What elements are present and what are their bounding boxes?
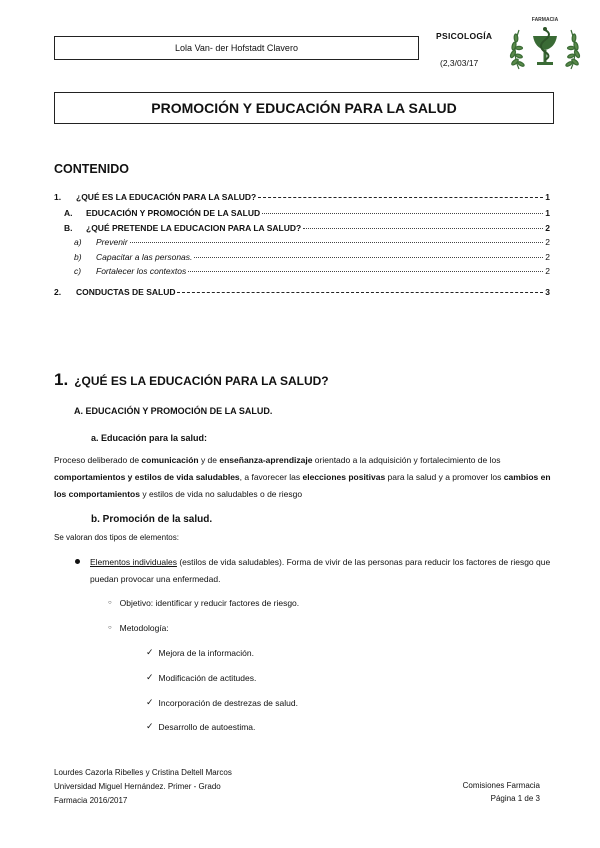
toc-entry-number: 2.	[54, 287, 62, 297]
toc-entry-label: ¿QUÉ PRETENDE LA EDUCACION PARA LA SALUD?	[86, 223, 302, 233]
footer-line: Universidad Miguel Hernández. Primer - Grado	[54, 782, 221, 791]
para-bold: enseñanza-aprendizaje	[219, 455, 313, 465]
toc-entry-number: B.	[64, 223, 73, 233]
toc-entry-number: 1.	[54, 192, 62, 202]
checkmark-icon: ✓	[146, 721, 154, 731]
bullet-underlined-term: Elementos individuales	[90, 557, 177, 567]
toc-entry-page: 2	[545, 252, 550, 262]
toc-leader	[177, 292, 543, 293]
author-name: Lola Van- der Hofstadt Clavero	[175, 43, 298, 53]
para-text: y estilos de vida no saludables o de riesgo	[139, 489, 303, 499]
check-item	[146, 697, 298, 708]
bullet-individual-elements	[90, 554, 555, 588]
check-item-text: Mejora de la información.	[158, 647, 254, 658]
para-text: Proceso deliberado de	[54, 455, 142, 465]
toc-entry-page: 1	[545, 208, 550, 218]
para-text: orientado a la adquisición y fortalecimiento de los	[312, 455, 501, 465]
subsection-a-a-heading: a. Educación para la salud:	[91, 433, 208, 443]
para-bold: cambios en los comportamientos	[54, 472, 551, 499]
toc-entry-2[interactable]	[54, 287, 550, 297]
checkmark-icon: ✓	[146, 697, 154, 707]
toc-entry-number: b)	[74, 252, 82, 262]
section-1-heading	[54, 370, 329, 390]
footer-authors	[54, 766, 232, 808]
toc-leader	[262, 213, 543, 214]
para-bold: comunicación	[141, 455, 199, 465]
section-1-number: 1.	[54, 370, 69, 389]
toc-entry-1[interactable]	[54, 192, 550, 202]
check-item-text: Incorporación de destrezas de salud.	[158, 697, 298, 708]
subsection-a-b-heading: b. Promoción de la salud.	[91, 514, 213, 525]
footer-page-number: Página 1 de 3	[490, 794, 540, 803]
para-text: , a favorecer las	[239, 472, 303, 482]
author-box	[54, 36, 419, 60]
checkmark-icon: ✓	[146, 672, 154, 682]
toc-entry-page: 1	[545, 192, 550, 202]
logo-text: FARMACIA	[531, 17, 559, 23]
toc-leader	[258, 197, 543, 198]
toc-entry-number: a)	[74, 237, 82, 247]
toc-leader	[130, 242, 544, 243]
footer-commission: Comisiones Farmacia	[462, 781, 540, 790]
toc-entry-label: EDUCACIÓN Y PROMOCIÓN DE LA SALUD	[86, 208, 261, 218]
toc-entry-1b-c[interactable]	[74, 266, 550, 276]
toc-entry-1b[interactable]	[64, 223, 550, 233]
toc-entry-page: 3	[545, 287, 550, 297]
para-text: para la salud y a promover los	[385, 472, 504, 482]
check-item-text: Modificación de actitudes.	[158, 672, 257, 683]
toc-entry-label: Fortalecer los contextos	[96, 266, 187, 276]
toc-leader	[188, 271, 543, 272]
toc-entry-number: A.	[64, 208, 73, 218]
check-item	[146, 721, 255, 732]
checkmark-icon: ✓	[146, 647, 154, 657]
pharmacy-logo-icon	[505, 14, 585, 76]
toc-entry-label: ¿QUÉ ES LA EDUCACIÓN PARA LA SALUD?	[76, 192, 257, 202]
toc-entry-1a[interactable]	[64, 208, 550, 218]
toc-leader	[303, 228, 543, 229]
para-bold: elecciones positivas	[302, 472, 386, 482]
methodology-text: Metodología:	[119, 623, 169, 633]
para-text: y de	[198, 455, 220, 465]
para-bold: comportamientos y estilos de vida saludables	[54, 472, 240, 482]
bullet-description: (estilos de vida saludables). Forma de vivir de las personas para reducir los factores de riesgo que puedan provocar una enfermedad.	[90, 557, 551, 584]
objective-item	[108, 598, 299, 608]
toc-entry-number: c)	[74, 266, 82, 276]
toc-entry-label: CONDUCTAS DE SALUD	[76, 287, 176, 297]
toc-leader	[194, 257, 543, 258]
toc-entry-label: Prevenir	[96, 237, 128, 247]
check-item	[146, 647, 254, 658]
toc-entry-label: Capacitar a las personas.	[96, 252, 193, 262]
bullet-icon	[75, 559, 80, 564]
circle-bullet-icon: ○	[108, 600, 112, 606]
check-item	[146, 672, 256, 683]
document-title-box	[54, 92, 554, 124]
footer-line: Lourdes Cazorla Ribelles y Cristina Deltell Marcos	[54, 768, 232, 777]
footer-line: Farmacia 2016/2017	[54, 796, 128, 805]
section-1-title: ¿QUÉ ES LA EDUCACIÓN PARA LA SALUD?	[74, 374, 329, 388]
methodology-item	[108, 623, 169, 633]
toc-entry-page: 2	[545, 237, 550, 247]
definition-paragraph	[54, 452, 554, 503]
document-title: PROMOCIÓN Y EDUCACIÓN PARA LA SALUD	[151, 100, 457, 116]
toc-entry-page: 2	[545, 223, 550, 233]
objective-text: Objetivo: identificar y reducir factores de riesgo.	[119, 598, 300, 608]
elements-intro: Se valoran dos tipos de elementos:	[54, 533, 179, 542]
subject-label: PSICOLOGÍA	[436, 31, 493, 41]
toc-heading: CONTENIDO	[54, 162, 129, 176]
check-item-text: Desarrollo de autoestima.	[158, 721, 256, 732]
footer-page-info	[448, 779, 540, 805]
date-label: (2,3/03/17	[440, 58, 479, 68]
circle-bullet-icon: ○	[108, 625, 112, 631]
toc-entry-page: 2	[545, 266, 550, 276]
toc-entry-1b-b[interactable]	[74, 252, 550, 262]
subsection-a-heading: A. EDUCACIÓN Y PROMOCIÓN DE LA SALUD.	[74, 406, 273, 416]
toc-entry-1b-a[interactable]	[74, 237, 550, 247]
